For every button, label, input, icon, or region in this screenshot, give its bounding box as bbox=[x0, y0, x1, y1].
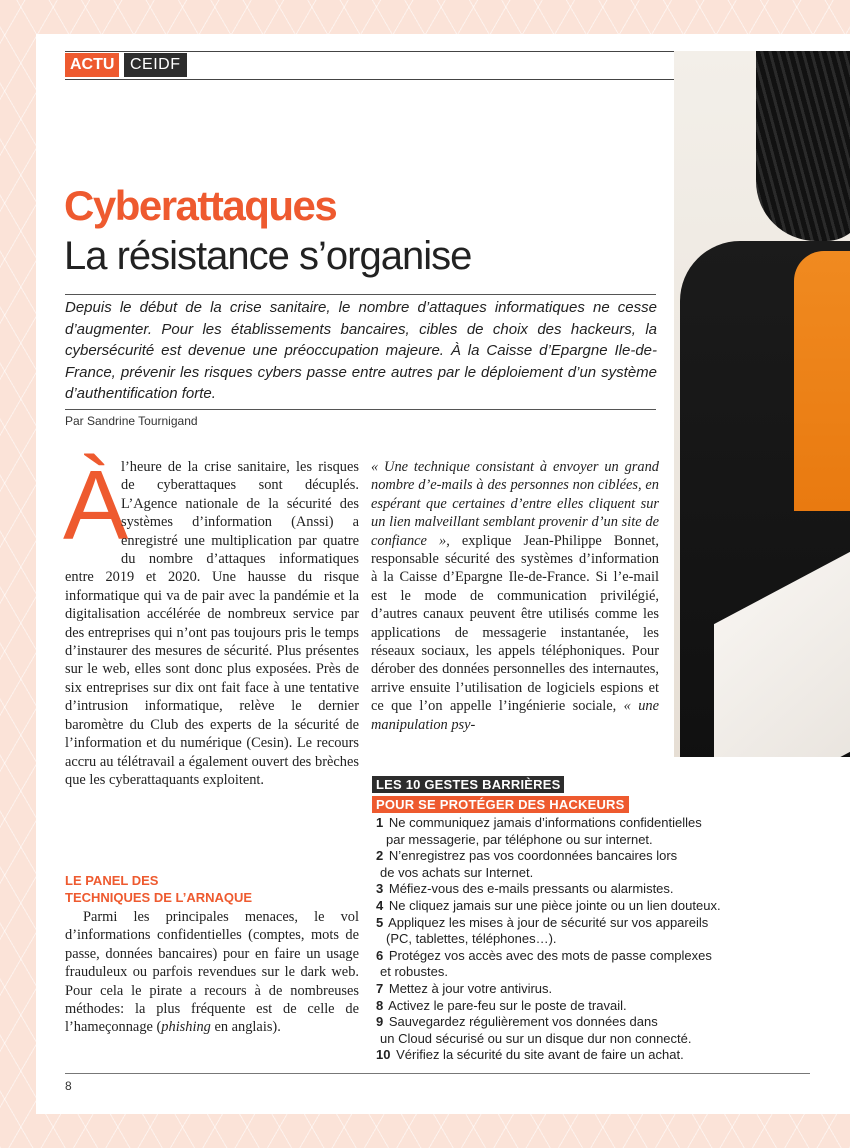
footer-rule bbox=[65, 1073, 810, 1074]
body-text: , explique Jean-Philippe Bonnet, responsable sécurité des systèmes d’information à la Caisse d’Epargne Ile-de-France. Si l’e-mail est le mode de communication privilégié, d’autres canaux peuvent être utilisés comme les applications de messagerie instantanée, les réseaux sociaux, les appels téléphoniques. Pour dérober des données personnelles des internautes, arrive ensuite l’utilisation de logiciels espions et ce que l’on appelle l’ingénierie sociale, bbox=[371, 532, 659, 715]
page-number: 8 bbox=[65, 1079, 72, 1093]
tip-item bbox=[372, 998, 822, 1015]
tip-item bbox=[372, 948, 822, 981]
body-column-1-continued bbox=[65, 908, 359, 1037]
tip-item bbox=[372, 881, 822, 898]
tip-item bbox=[372, 815, 822, 848]
tip-text-continued: (PC, tablettes, téléphones…). bbox=[386, 931, 557, 947]
subsection-tag: CEIDF bbox=[124, 53, 187, 77]
subheading-line: LE PANEL DES bbox=[65, 873, 159, 888]
tip-text-continued: un Cloud sécurisé ou sur un disque dur non connecté. bbox=[380, 1030, 692, 1046]
tip-number: 6 bbox=[376, 947, 384, 963]
article-subtitle: La résistance s’organise bbox=[64, 234, 472, 278]
byline: Par Sandrine Tournigand bbox=[65, 414, 198, 428]
tip-text: Vérifiez la sécurité du site avant de faire un achat. bbox=[396, 1047, 684, 1063]
tip-number: 8 bbox=[376, 997, 384, 1013]
photo-woman-at-desk bbox=[674, 51, 850, 757]
tip-number: 10 bbox=[376, 1047, 391, 1063]
body-column-2 bbox=[371, 458, 659, 734]
quote: « Une technique consistant à envoyer un grand nombre d’e-mails à des personnes non ciblées, en espérant que certaines d’entre elles cliquent sur un lien malveillant semblant provenir d’un site de confiance » bbox=[371, 459, 659, 549]
tip-text-continued: de vos achats sur Internet. bbox=[380, 864, 534, 880]
tips-box-title: LES 10 GESTES BARRIÈRES bbox=[372, 776, 564, 793]
tip-number: 7 bbox=[376, 980, 384, 996]
tip-number: 3 bbox=[376, 881, 384, 897]
body-column-1 bbox=[63, 450, 359, 789]
tip-text: Protégez vos accès avec des mots de passe complexes bbox=[388, 947, 712, 963]
tip-text: Ne cliquez jamais sur une pièce jointe ou un lien douteux. bbox=[388, 897, 721, 913]
quote: « une manipulation psy- bbox=[371, 698, 659, 733]
tip-item bbox=[372, 1047, 822, 1064]
article-lead: Depuis le début de la crise sanitaire, le nombre d’attaques informatiques ne cesse d’augmenter. Pour les établissements bancaires, cibles de choix des hackeurs, la cybersécurité est devenue une préoccupation majeure. À la Caisse d’Epargne Ile-de-France, prévenir les risques cybers passe entre autres par le déploiement d’un système d’authentification forte. bbox=[65, 299, 657, 402]
tip-text: Mettez à jour votre antivirus. bbox=[388, 980, 553, 996]
tip-item bbox=[372, 981, 822, 998]
tips-list bbox=[372, 815, 822, 1064]
tip-number: 9 bbox=[376, 1014, 384, 1030]
tip-item bbox=[372, 915, 822, 948]
lead-bottom-rule bbox=[65, 409, 656, 410]
subheading-line: TECHNIQUES DE L’ARNAQUE bbox=[65, 890, 253, 905]
tip-text: Méfiez-vous des e-mails pressants ou alarmistes. bbox=[388, 881, 674, 897]
tip-text: Activez le pare-feu sur le poste de travail. bbox=[388, 997, 627, 1013]
magazine-page bbox=[36, 34, 850, 1114]
body-text: en anglais). bbox=[210, 1019, 281, 1036]
body-paragraph: l’heure de la crise sanitaire, les risques de cyberattaques sont décuplés. L’Agence nationale de la sécurité des systèmes d’information (Anssi) a enregistré une multiplication par quatre du nombre d’attaques informatiques entre 2019 et 2020. Une hausse du risque informatique qui va de pair avec la pandémie et la digitalisation accélérée de nombreux service par des entreprises qui n’ont pas toujours pris le temps d’instaurer des mesures de sécurité. Plus présentes sur le web, elles sont donc plus exposées. Près de six entreprises sur dix ont fait face à une tentative d’intrusion informatique, relève le dernier baromètre du Club des experts de la sécurité de l’information et du numérique (Cesin). Le recours accru au télétravail a également ouvert des brèches que les cyberattaquants exploitent. bbox=[65, 459, 359, 788]
photo-orange-top-shape bbox=[794, 251, 850, 511]
lead-top-rule bbox=[65, 294, 656, 295]
tip-text: N’enregistrez pas vos coordonnées bancaires lors bbox=[388, 848, 678, 864]
tip-number: 4 bbox=[376, 897, 384, 913]
tip-number: 2 bbox=[376, 848, 384, 864]
drop-cap: À bbox=[63, 450, 129, 560]
tip-item bbox=[372, 898, 822, 915]
body-emphasis: phishing bbox=[161, 1019, 211, 1036]
photo-braided-hair-shape bbox=[756, 51, 850, 241]
tip-number: 1 bbox=[376, 815, 384, 830]
tip-text: Sauvegardez régulièrement vos données dans bbox=[388, 1014, 658, 1030]
tip-text: Ne communiquez jamais d’informations confidentielles bbox=[388, 815, 702, 830]
tips-box-subtitle: POUR SE PROTÉGER DES HACKEURS bbox=[372, 796, 629, 813]
subheading bbox=[65, 872, 252, 906]
tip-number: 5 bbox=[376, 914, 384, 930]
tip-text-continued: et robustes. bbox=[380, 964, 448, 980]
body-text: Parmi les principales menaces, le vol d’informations confidentielles (comptes, mots de passe, données bancaires) pour en faire un usage frauduleux ou parfois revendues sur le dark web. Pour cela le pirate a recours à de nombreuses méthodes: la plus fréquente est de celle de l’hameçonnage ( bbox=[65, 909, 359, 1036]
tip-text-continued: par messagerie, par téléphone ou sur internet. bbox=[386, 831, 653, 847]
tip-item bbox=[372, 848, 822, 881]
article-title: Cyberattaques bbox=[64, 182, 337, 229]
tip-text: Appliquez les mises à jour de sécurité sur vos appareils bbox=[388, 914, 709, 930]
section-tag: ACTU bbox=[65, 53, 119, 77]
tip-item bbox=[372, 1014, 822, 1047]
